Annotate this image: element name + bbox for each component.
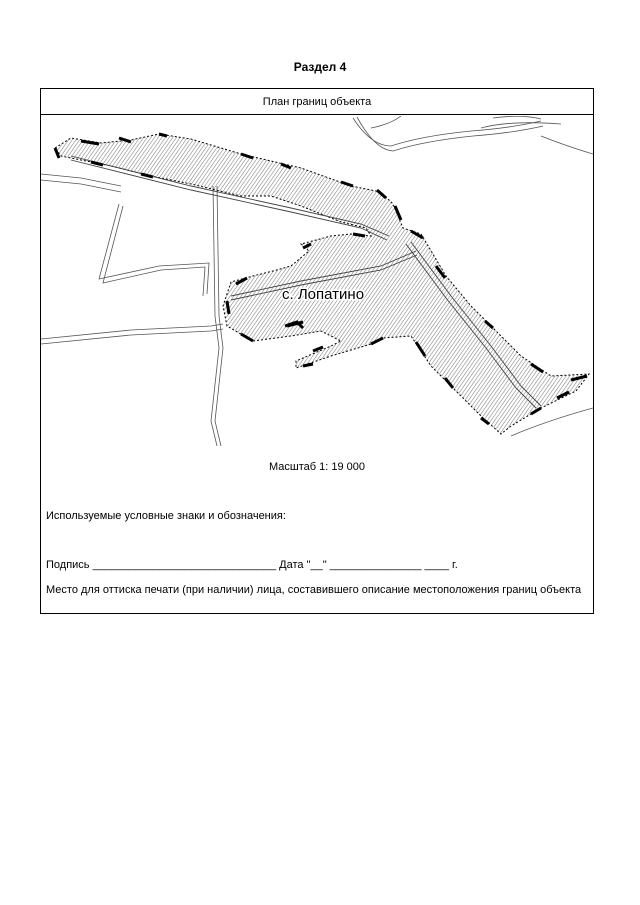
settlement-area (55, 134, 589, 434)
legend-heading: Используемые условные знаки и обозначения: (46, 510, 286, 522)
plan-title: План границ объекта (41, 89, 593, 115)
stamp-note: Место для оттиска печати (при наличии) лица, составившего описание местоположения границ объекта (46, 584, 582, 596)
section-title: Раздел 4 (293, 60, 347, 74)
settlement-label: с. Лопатино (282, 286, 365, 303)
boundary-plan-sheet (40, 88, 594, 614)
boundary-map (41, 116, 593, 451)
scale-text: Масштаб 1: 19 000 (269, 461, 365, 473)
signature-line: Подпись ______________________________ Дата "__" _______________ ____ г. (46, 559, 458, 571)
